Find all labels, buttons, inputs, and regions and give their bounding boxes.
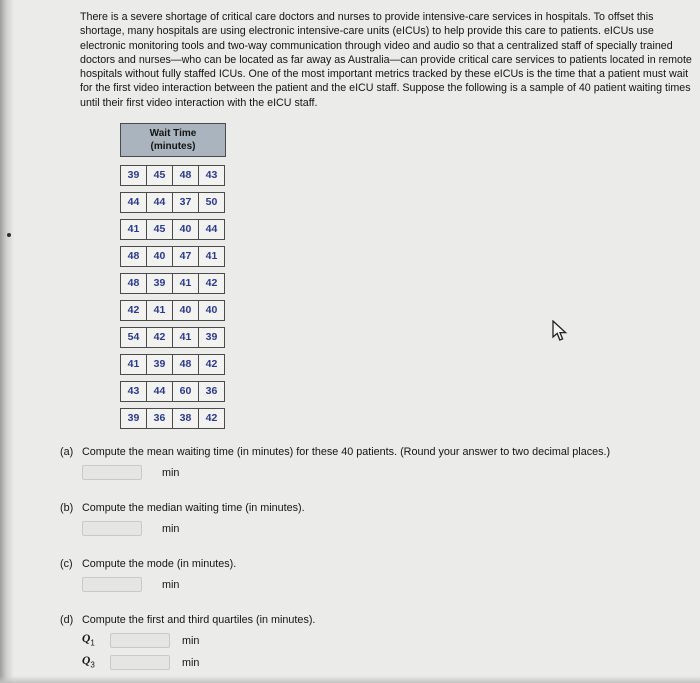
wait-time-cell: 48 bbox=[172, 165, 199, 186]
question-b bbox=[60, 502, 694, 536]
wait-time-cell: 39 bbox=[120, 408, 147, 429]
question-d-label: (d) bbox=[60, 614, 74, 627]
mode-answer-input[interactable] bbox=[82, 577, 142, 592]
wait-time-cell: 50 bbox=[198, 192, 225, 213]
wait-time-table bbox=[120, 123, 226, 429]
table-row bbox=[120, 165, 226, 186]
wait-time-cell: 48 bbox=[120, 246, 147, 267]
wait-time-cell: 47 bbox=[172, 246, 199, 267]
wait-time-cell: 40 bbox=[146, 246, 173, 267]
table-header-line2: (minutes) bbox=[150, 141, 196, 153]
question-a bbox=[60, 446, 694, 480]
table-row bbox=[120, 219, 226, 240]
question-d-text: Compute the first and third quartiles (in minutes). bbox=[82, 614, 316, 627]
question-c bbox=[60, 558, 694, 592]
problem-content bbox=[60, 10, 694, 683]
table-row bbox=[120, 273, 226, 294]
wait-time-cell: 40 bbox=[198, 300, 225, 321]
wait-time-cell: 48 bbox=[120, 273, 147, 294]
wait-time-cell: 41 bbox=[172, 327, 199, 348]
table-row bbox=[120, 408, 226, 429]
wait-time-cell: 44 bbox=[198, 219, 225, 240]
mouse-cursor bbox=[552, 320, 568, 342]
wait-time-cell: 41 bbox=[120, 354, 147, 375]
wait-time-cell: 38 bbox=[172, 408, 199, 429]
wait-time-cell: 60 bbox=[172, 381, 199, 402]
mean-answer-input[interactable] bbox=[82, 465, 142, 480]
q3-symbol-subscript: 3 bbox=[90, 660, 95, 670]
wait-time-cell: 36 bbox=[146, 408, 173, 429]
wait-time-cell: 40 bbox=[172, 219, 199, 240]
median-answer-input[interactable] bbox=[82, 521, 142, 536]
table-row bbox=[120, 300, 226, 321]
table-header-line1: Wait Time bbox=[149, 128, 197, 140]
q3-symbol bbox=[82, 655, 110, 669]
wait-time-cell: 43 bbox=[198, 165, 225, 186]
wait-time-cell: 39 bbox=[146, 354, 173, 375]
question-b-label: (b) bbox=[60, 502, 74, 515]
wait-time-cell: 37 bbox=[172, 192, 199, 213]
wait-time-cell: 54 bbox=[120, 327, 147, 348]
q3-unit-label: min bbox=[182, 656, 200, 669]
question-d bbox=[60, 614, 694, 670]
wait-time-cell: 39 bbox=[146, 273, 173, 294]
table-row bbox=[120, 327, 226, 348]
wait-time-cell: 44 bbox=[146, 192, 173, 213]
table-body bbox=[120, 165, 226, 429]
wait-time-cell: 39 bbox=[120, 165, 147, 186]
wait-time-cell: 45 bbox=[146, 219, 173, 240]
wait-time-cell: 42 bbox=[198, 408, 225, 429]
table-row bbox=[120, 381, 226, 402]
q1-answer-input[interactable] bbox=[110, 633, 170, 648]
mode-unit-label: min bbox=[162, 578, 180, 591]
wait-time-cell: 41 bbox=[120, 219, 147, 240]
wait-time-cell: 41 bbox=[146, 300, 173, 321]
screen-speck bbox=[7, 233, 11, 237]
q1-unit-label: min bbox=[182, 634, 200, 647]
q3-symbol-letter: Q bbox=[82, 655, 91, 668]
question-list bbox=[60, 446, 694, 670]
wait-time-cell: 39 bbox=[198, 327, 225, 348]
wait-time-cell: 44 bbox=[120, 192, 147, 213]
table-header bbox=[120, 123, 226, 157]
wait-time-cell: 45 bbox=[146, 165, 173, 186]
wait-time-cell: 41 bbox=[172, 273, 199, 294]
q1-symbol bbox=[82, 633, 110, 647]
q1-symbol-subscript: 1 bbox=[90, 638, 95, 648]
wait-time-cell: 42 bbox=[198, 273, 225, 294]
wait-time-cell: 43 bbox=[120, 381, 147, 402]
question-c-text: Compute the mode (in minutes). bbox=[82, 558, 237, 571]
wait-time-cell: 42 bbox=[146, 327, 173, 348]
question-b-text: Compute the median waiting time (in minutes). bbox=[82, 502, 305, 515]
table-row bbox=[120, 192, 226, 213]
table-row bbox=[120, 246, 226, 267]
wait-time-cell: 41 bbox=[198, 246, 225, 267]
wait-time-cell: 44 bbox=[146, 381, 173, 402]
wait-time-cell: 40 bbox=[172, 300, 199, 321]
wait-time-cell: 42 bbox=[198, 354, 225, 375]
question-c-label: (c) bbox=[60, 558, 73, 571]
q3-answer-input[interactable] bbox=[110, 655, 170, 670]
wait-time-cell: 36 bbox=[198, 381, 225, 402]
q1-symbol-letter: Q bbox=[82, 633, 91, 646]
wait-time-cell: 42 bbox=[120, 300, 147, 321]
problem-statement: There is a severe shortage of critical care doctors and nurses to provide intensive-care services in hospitals. To offset this shortage, many hospitals are using electronic intensive-care units (eICUs) to help provide this care to patients. eICUs use electronic monitoring tools and two-way communication through video and audio so that a centralized staff of specially trained doctors and nurses—who can be located as far away as Australia—can provide critical care services to patients located in remote hospitals without fully staffed ICUs. One of the most important metrics tracked by these eICUs is the time that a patient must wait for the first video interaction between the patient and the eICU staff. Suppose the following is a sample of 40 patient waiting times until their first video interaction with the eICU staff. bbox=[80, 11, 692, 109]
wait-time-cell: 48 bbox=[172, 354, 199, 375]
question-a-text: Compute the mean waiting time (in minutes) for these 40 patients. (Round your answer to two decimal places.) bbox=[82, 446, 611, 459]
question-a-label: (a) bbox=[60, 446, 74, 459]
median-unit-label: min bbox=[162, 522, 180, 535]
mean-unit-label: min bbox=[162, 466, 180, 479]
page-left-margin bbox=[0, 0, 14, 683]
table-row bbox=[120, 354, 226, 375]
